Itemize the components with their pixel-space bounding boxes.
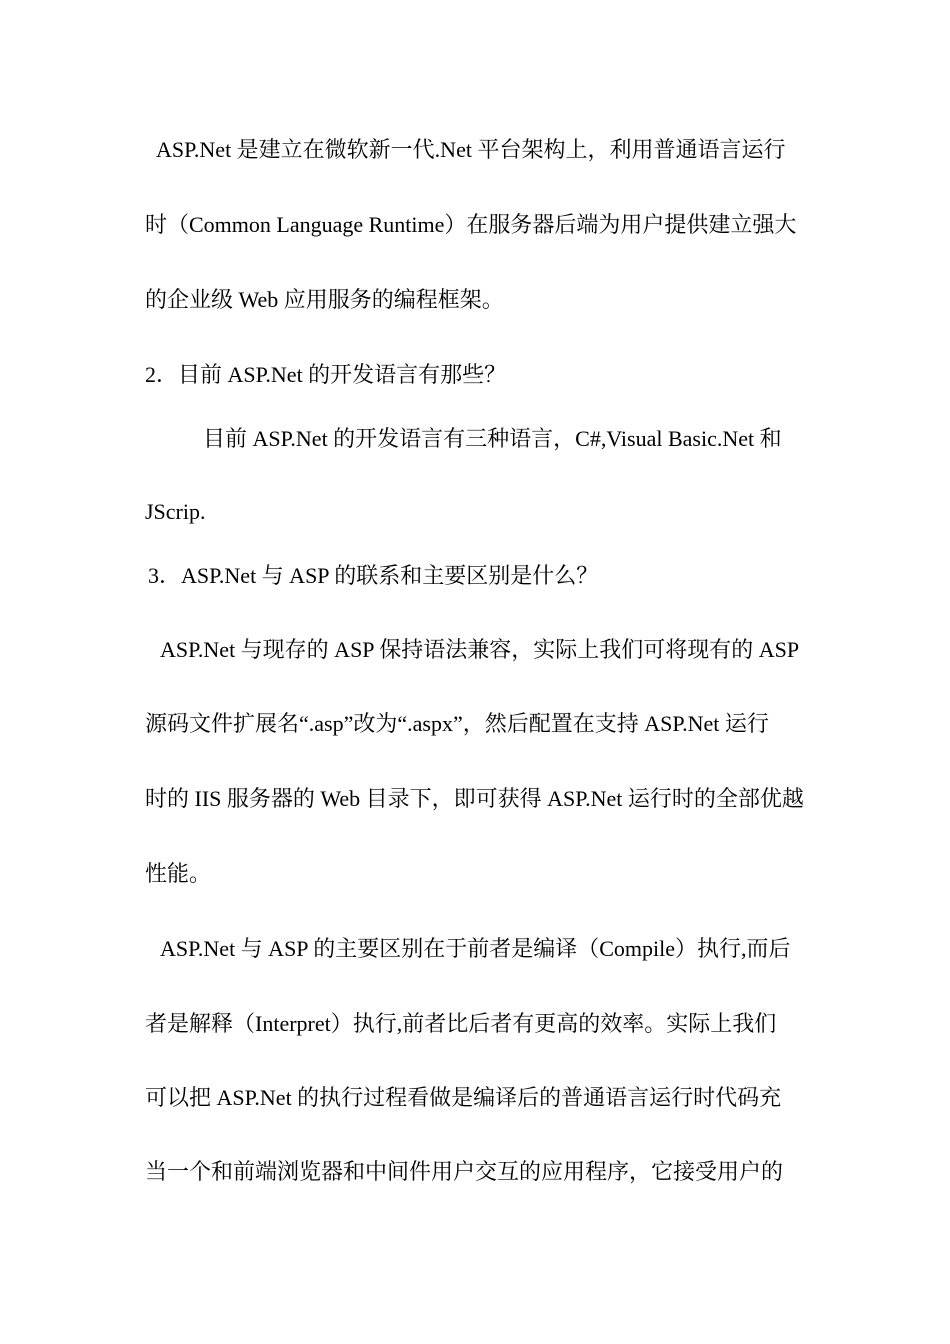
paragraph-line: 目前 ASP.Net 的开发语言有三种语言，C#,Visual Basic.Net 和 [203,426,782,451]
question-heading: 2．目前 ASP.Net 的开发语言有那些？ [145,362,507,387]
paragraph-line: 源码文件扩展名“.asp”改为“.aspx”，然后配置在支持 ASP.Net 运行 [145,711,769,736]
paragraph-line: ASP.Net 与 ASP 的主要区别在于前者是编译（Compile）执行,而后 [160,936,791,961]
paragraph-line: ASP.Net 与现存的 ASP 保持语法兼容，实际上我们可将现有的 ASP [160,637,800,662]
paragraph-line: 时（Common Language Runtime）在服务器后端为用户提供建立强大 [145,212,797,237]
paragraph-line: JScrip. [145,499,206,524]
paragraph-line: 的企业级 Web 应用服务的编程框架。 [145,287,504,312]
paragraph-line: 者是解释（Interpret）执行,前者比后者有更高的效率。实际上我们 [145,1011,777,1036]
paragraph-line: 时的 IIS 服务器的 Web 目录下，即可获得 ASP.Net 运行时的全部优越 [145,786,804,811]
paragraph-line: 当一个和前端浏览器和中间件用户交互的应用程序，它接受用户的 [145,1159,784,1184]
paragraph-line: ASP.Net 是建立在微软新一代.Net 平台架构上，利用普通语言运行 [156,137,786,162]
paragraph-line: 可以把 ASP.Net 的执行过程看做是编译后的普通语言运行时代码充 [145,1085,782,1110]
question-heading: 3．ASP.Net 与 ASP 的联系和主要区别是什么？ [148,563,599,588]
paragraph-line: 性能。 [145,861,212,886]
